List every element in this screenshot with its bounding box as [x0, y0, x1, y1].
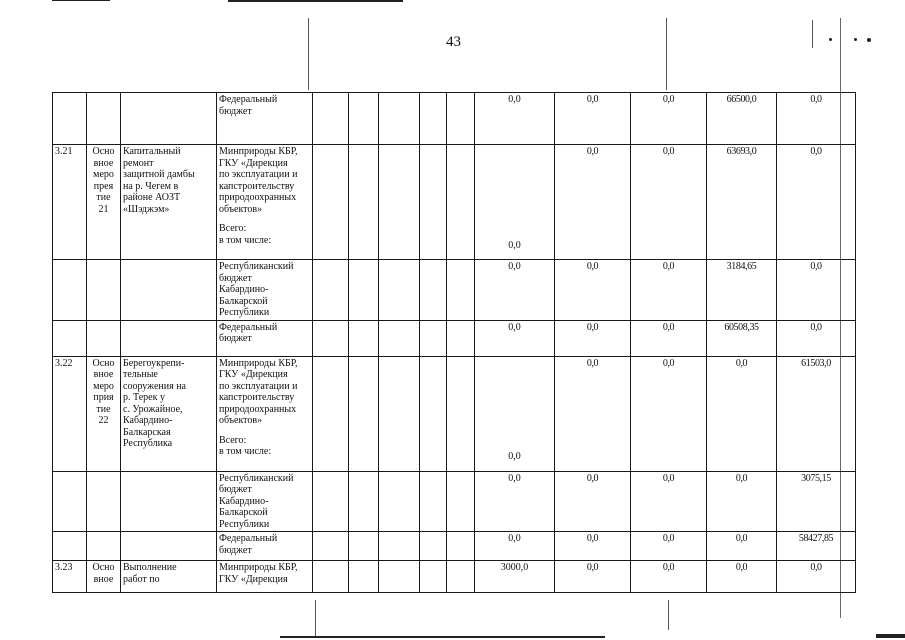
- empty-cell: [349, 320, 379, 356]
- empty-cell: [379, 356, 420, 471]
- scan-line: [308, 18, 309, 90]
- scan-line: [315, 600, 316, 636]
- executor-cell: [217, 260, 313, 321]
- row-number-cell: [53, 320, 87, 356]
- amount-cell: 0,0: [555, 260, 631, 321]
- executor-text: Федеральный бюджет: [219, 321, 278, 344]
- empty-cell: [447, 260, 475, 321]
- event-name-cell: [121, 471, 217, 532]
- executor-cell: [217, 320, 313, 356]
- empty-cell: [420, 561, 447, 593]
- amount-cell: 0,0: [707, 356, 777, 471]
- event-type-cell: Осно вное меро прея тие 21: [87, 145, 121, 260]
- amount-cell: 0,0: [631, 561, 707, 593]
- scan-line: [867, 38, 871, 42]
- scan-line: [228, 0, 403, 2]
- executor-text: Минприроды КБР, ГКУ «Дирекция: [219, 562, 298, 585]
- empty-cell: [447, 561, 475, 593]
- empty-cell: [379, 532, 420, 561]
- executor-cell: [217, 532, 313, 561]
- event-name-cell: Капитальный ремонт защитной дамбы на р. Чегем в районе АОЗТ «Шэджэм»: [121, 145, 217, 260]
- amount-cell: 0,0: [631, 93, 707, 145]
- empty-cell: [313, 93, 349, 145]
- amount-cell: 0,0: [631, 320, 707, 356]
- amount-cell: 0,0: [631, 471, 707, 532]
- executor-cell: [217, 471, 313, 532]
- amount-cell: 0,0: [475, 356, 555, 471]
- table-row: [53, 532, 856, 561]
- empty-cell: [447, 356, 475, 471]
- empty-cell: [379, 471, 420, 532]
- amount-cell: 0,0: [777, 145, 856, 260]
- empty-cell: [313, 356, 349, 471]
- row-number-cell: 3.22: [53, 356, 87, 471]
- table-row: [53, 93, 856, 145]
- event-name-cell: Выполнение работ по: [121, 561, 217, 593]
- amount-cell: 0,0: [475, 93, 555, 145]
- table-row: [53, 356, 856, 471]
- amount-cell: 0,0: [707, 471, 777, 532]
- empty-cell: [447, 320, 475, 356]
- empty-cell: [420, 320, 447, 356]
- event-type-cell: [87, 320, 121, 356]
- table-row: [53, 320, 856, 356]
- amount-cell: 0,0: [475, 320, 555, 356]
- scan-line: [52, 0, 110, 1]
- amount-cell: 0,0: [777, 93, 856, 145]
- scan-line: [668, 600, 669, 630]
- event-name-cell: [121, 320, 217, 356]
- amount-cell: 0,0: [555, 356, 631, 471]
- empty-cell: [313, 532, 349, 561]
- amount-cell: 0,0: [555, 320, 631, 356]
- empty-cell: [420, 260, 447, 321]
- amount-cell: 3184,65: [707, 260, 777, 321]
- empty-cell: [379, 93, 420, 145]
- amount-cell: 0,0: [475, 532, 555, 561]
- total-label: Всего: в том числе:: [219, 434, 272, 457]
- amount-cell: 0,0: [555, 93, 631, 145]
- amount-cell: 0,0: [631, 532, 707, 561]
- table-row: [53, 471, 856, 532]
- page-number: 43: [446, 34, 461, 50]
- amount-cell: 0,0: [475, 260, 555, 321]
- event-name-cell: [121, 260, 217, 321]
- empty-cell: [313, 145, 349, 260]
- table-row: [53, 260, 856, 321]
- amount-cell: 3075,15: [777, 471, 856, 532]
- empty-cell: [447, 471, 475, 532]
- empty-cell: [379, 145, 420, 260]
- empty-cell: [379, 260, 420, 321]
- event-name-cell: [121, 93, 217, 145]
- executor-text: Республиканский бюджет Кабардино- Балкарской Республики: [219, 261, 294, 318]
- amount-cell: 0,0: [707, 532, 777, 561]
- empty-cell: [349, 260, 379, 321]
- empty-cell: [349, 145, 379, 260]
- empty-cell: [349, 93, 379, 145]
- amount-cell: 0,0: [555, 145, 631, 260]
- amount-cell: 0,0: [631, 356, 707, 471]
- row-number-cell: 3.23: [53, 561, 87, 593]
- scan-line: [829, 38, 832, 41]
- scan-line: [666, 18, 667, 90]
- row-number-cell: [53, 471, 87, 532]
- empty-cell: [349, 561, 379, 593]
- empty-cell: [349, 471, 379, 532]
- empty-cell: [313, 260, 349, 321]
- empty-cell: [420, 356, 447, 471]
- total-label: Всего: в том числе:: [219, 223, 272, 246]
- amount-cell: 0,0: [777, 320, 856, 356]
- amount-cell: 66500,0: [707, 93, 777, 145]
- scan-line: [854, 38, 857, 41]
- empty-cell: [379, 561, 420, 593]
- empty-cell: [447, 532, 475, 561]
- executor-text: Минприроды КБР, ГКУ «Дирекция по эксплуатации и капстроительству природоохранных объектов»: [219, 146, 298, 215]
- executor-cell: [217, 145, 313, 260]
- empty-cell: [313, 561, 349, 593]
- event-type-cell: [87, 471, 121, 532]
- scan-line: [280, 636, 605, 638]
- row-number-cell: [53, 260, 87, 321]
- row-number-cell: 3.21: [53, 145, 87, 260]
- empty-cell: [420, 471, 447, 532]
- empty-cell: [349, 356, 379, 471]
- event-name-cell: Берегоукрепи- тельные сооружения на р. Терек у с. Урожайное, Кабардино- Балкарская Республика: [121, 356, 217, 471]
- amount-cell: 0,0: [555, 471, 631, 532]
- empty-cell: [349, 532, 379, 561]
- empty-cell: [313, 320, 349, 356]
- empty-cell: [420, 145, 447, 260]
- program-table: [52, 92, 856, 593]
- amount-cell: 0,0: [555, 532, 631, 561]
- event-type-cell: Осно вное меро прия тие 22: [87, 356, 121, 471]
- amount-cell: 0,0: [707, 561, 777, 593]
- row-number-cell: [53, 532, 87, 561]
- amount-cell: 0,0: [777, 561, 856, 593]
- event-type-cell: Осно вное: [87, 561, 121, 593]
- table-row: [53, 145, 856, 260]
- empty-cell: [420, 93, 447, 145]
- executor-text: Республиканский бюджет Кабардино- Балкарской Республики: [219, 472, 294, 530]
- table-row: [53, 561, 856, 593]
- executor-text: Федеральный бюджет: [219, 94, 278, 117]
- amount-cell: 0,0: [475, 471, 555, 532]
- event-type-cell: [87, 93, 121, 145]
- amount-cell: 0,0: [631, 145, 707, 260]
- scan-line: [876, 634, 905, 638]
- executor-cell: [217, 356, 313, 471]
- empty-cell: [313, 471, 349, 532]
- event-type-cell: [87, 260, 121, 321]
- amount-cell: 0,0: [777, 260, 856, 321]
- executor-cell: [217, 561, 313, 593]
- empty-cell: [420, 532, 447, 561]
- amount-cell: 60508,35: [707, 320, 777, 356]
- empty-cell: [447, 93, 475, 145]
- scan-line: [812, 20, 813, 48]
- amount-cell: 0,0: [631, 260, 707, 321]
- event-type-cell: [87, 532, 121, 561]
- empty-cell: [447, 145, 475, 260]
- event-name-cell: [121, 532, 217, 561]
- row-number-cell: [53, 93, 87, 145]
- amount-cell: 0,0: [555, 561, 631, 593]
- executor-text: Федеральный бюджет: [219, 533, 278, 556]
- executor-text: Минприроды КБР, ГКУ «Дирекция по эксплуатации и капстроительству природоохранных объектов»: [219, 357, 298, 426]
- executor-cell: [217, 93, 313, 145]
- amount-cell: 3000,0: [475, 561, 555, 593]
- amount-cell: 63693,0: [707, 145, 777, 260]
- amount-cell: 61503,0: [777, 356, 856, 471]
- amount-cell: 0,0: [475, 145, 555, 260]
- amount-cell: 58427,85: [777, 532, 856, 561]
- empty-cell: [379, 320, 420, 356]
